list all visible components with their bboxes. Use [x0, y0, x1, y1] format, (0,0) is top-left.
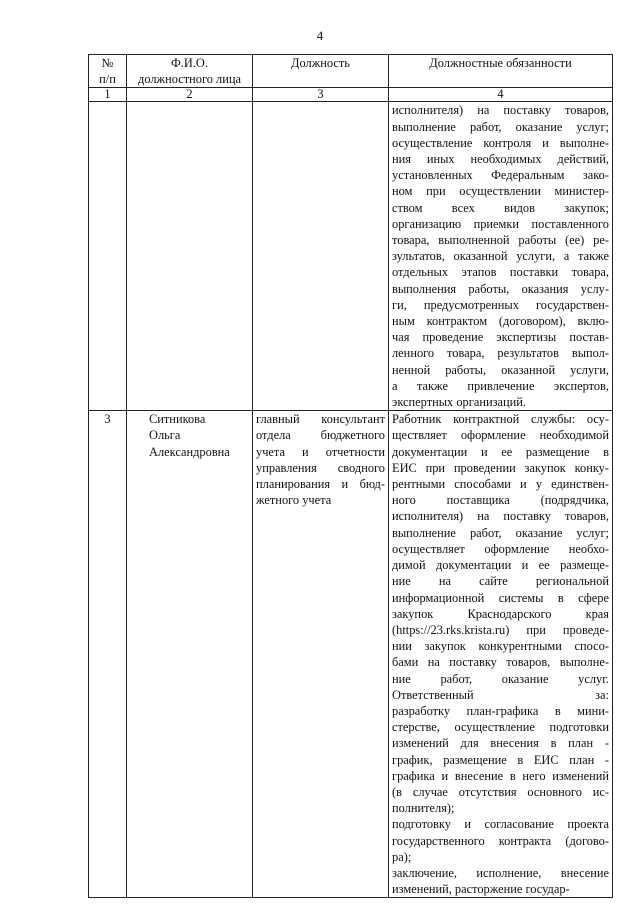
text-line: нии закупок конкурентными спосо-	[392, 639, 609, 654]
text-line: Работник контрактной службы: осу-	[392, 412, 609, 427]
text-line: документации и ее размещение в	[392, 444, 609, 459]
row-number: 3	[89, 411, 127, 898]
text-line: осуществляет оформление необхо-	[392, 541, 609, 556]
header-number	[89, 55, 127, 88]
table-header-row	[89, 55, 613, 88]
text-line: бами на поставку товаров, выполне-	[392, 655, 609, 670]
header-fio	[127, 55, 253, 88]
text-line: товара, выполненной работы (ее) ре-	[392, 233, 609, 248]
text-line: подготовку и согласование проекта	[392, 817, 609, 832]
text-line: заключение, исполнение, внесение	[392, 865, 609, 880]
header-line: Должностные обязанности	[429, 56, 572, 70]
text-line: ЕИС при проведении закупок конку-	[392, 460, 609, 475]
text-line: ществляет оформление необходимой	[392, 428, 609, 443]
header-line: п/п	[99, 72, 116, 87]
text-line: исполнителя) на поставку товаров,	[392, 103, 609, 118]
text-line: ра);	[392, 849, 412, 864]
text-line: ным контрактом (договором), вклю-	[392, 314, 609, 329]
column-number: 1	[89, 88, 127, 102]
text-line: закупок Краснодарского края	[392, 606, 609, 621]
text-line: стерстве, осуществление подготовки	[392, 720, 609, 735]
text-line: экспертных организаций.	[392, 395, 526, 410]
text-line: отдела бюджетного	[256, 428, 385, 443]
text-line: полнителя);	[392, 801, 455, 816]
header-line: №	[101, 56, 114, 70]
text-line: ние на сайте региональной	[392, 574, 609, 589]
text-line: (https://23.rks.krista.ru) при проведе-	[392, 622, 609, 637]
row-duties	[389, 102, 613, 411]
text-line: исполнителя) на поставку товаров,	[392, 509, 609, 524]
header-line: Ф.И.О.	[171, 56, 208, 70]
text-line: ленного товара, результатов выпол-	[392, 346, 609, 361]
row-duties	[389, 411, 613, 898]
text-line: информационной системы в сфере	[392, 590, 609, 605]
text-line: димой документации и ее размеще-	[392, 558, 609, 573]
column-number: 3	[253, 88, 389, 102]
text-line: ного поставщика (подрядчика,	[392, 493, 609, 508]
text-line: отдельных этапов поставки товара,	[392, 265, 609, 280]
officials-table	[88, 54, 613, 898]
text-line: график, размещение в ЕИС план -	[392, 752, 609, 767]
text-line: изменений для внесения в план -	[392, 736, 609, 751]
text-line: организацию приемки поставленного	[392, 216, 609, 231]
column-numbers-row	[89, 88, 613, 102]
table-row	[89, 102, 613, 411]
text-line: разработку план-графика в мини-	[392, 703, 609, 718]
text-line: жетного учета	[256, 493, 332, 508]
text-line: государственного контракта (догово-	[392, 833, 609, 848]
column-number: 2	[127, 88, 253, 102]
text-line: управления сводного	[256, 460, 385, 475]
text-line: зультатов, оказанной услуги, а также	[392, 249, 609, 264]
header-line: Должность	[291, 56, 350, 70]
header-line: должностного лица	[138, 72, 241, 87]
row-position	[253, 411, 389, 898]
header-position	[253, 55, 389, 88]
row-position	[253, 102, 389, 411]
text-line: ния иных необходимых действий,	[392, 152, 609, 167]
text-line: выполнения работы, оказания услу-	[392, 281, 609, 296]
text-line: осуществление контроля и выполне-	[392, 135, 609, 150]
text-line: Ольга	[149, 428, 181, 443]
text-line: а также привлечение экспертов,	[392, 378, 609, 393]
text-line: Ответственный за:	[392, 687, 609, 702]
row-fio	[127, 411, 253, 898]
text-line: планирования и бюд-	[256, 477, 385, 492]
column-number: 4	[389, 88, 613, 102]
table-row	[89, 411, 613, 898]
text-line: ненной работы, оказанной услуги,	[392, 362, 609, 377]
text-line: рентными способами и у единствен-	[392, 477, 609, 492]
text-line: выполнение работ, оказание услуг;	[392, 525, 609, 540]
text-line: Александровна	[149, 444, 230, 459]
text-line: ством всех видов закупок;	[392, 200, 609, 215]
text-line: выполнение работ, оказание услуг;	[392, 119, 609, 134]
text-line: установленных Федеральным зако-	[392, 168, 609, 183]
row-fio	[127, 102, 253, 411]
text-line: чая проведение экспертизы постав-	[392, 330, 609, 345]
text-line: изменений, расторжение государ-	[392, 882, 570, 897]
text-line: Ситникова	[149, 412, 206, 427]
text-line: ние работ, оказание услуг.	[392, 671, 609, 686]
text-line: графика и внесение в него изменений	[392, 768, 609, 783]
text-line: главный консультант	[256, 412, 385, 427]
text-line: (в случае отсутствия основного ис-	[392, 784, 609, 799]
row-number	[89, 102, 127, 411]
page-number: 4	[316, 28, 324, 43]
text-line: ном при осуществлении министер-	[392, 184, 609, 199]
header-duties	[389, 55, 613, 88]
text-line: ги, предусмотренных государствен-	[392, 297, 609, 312]
text-line: учета и отчетности	[256, 444, 385, 459]
